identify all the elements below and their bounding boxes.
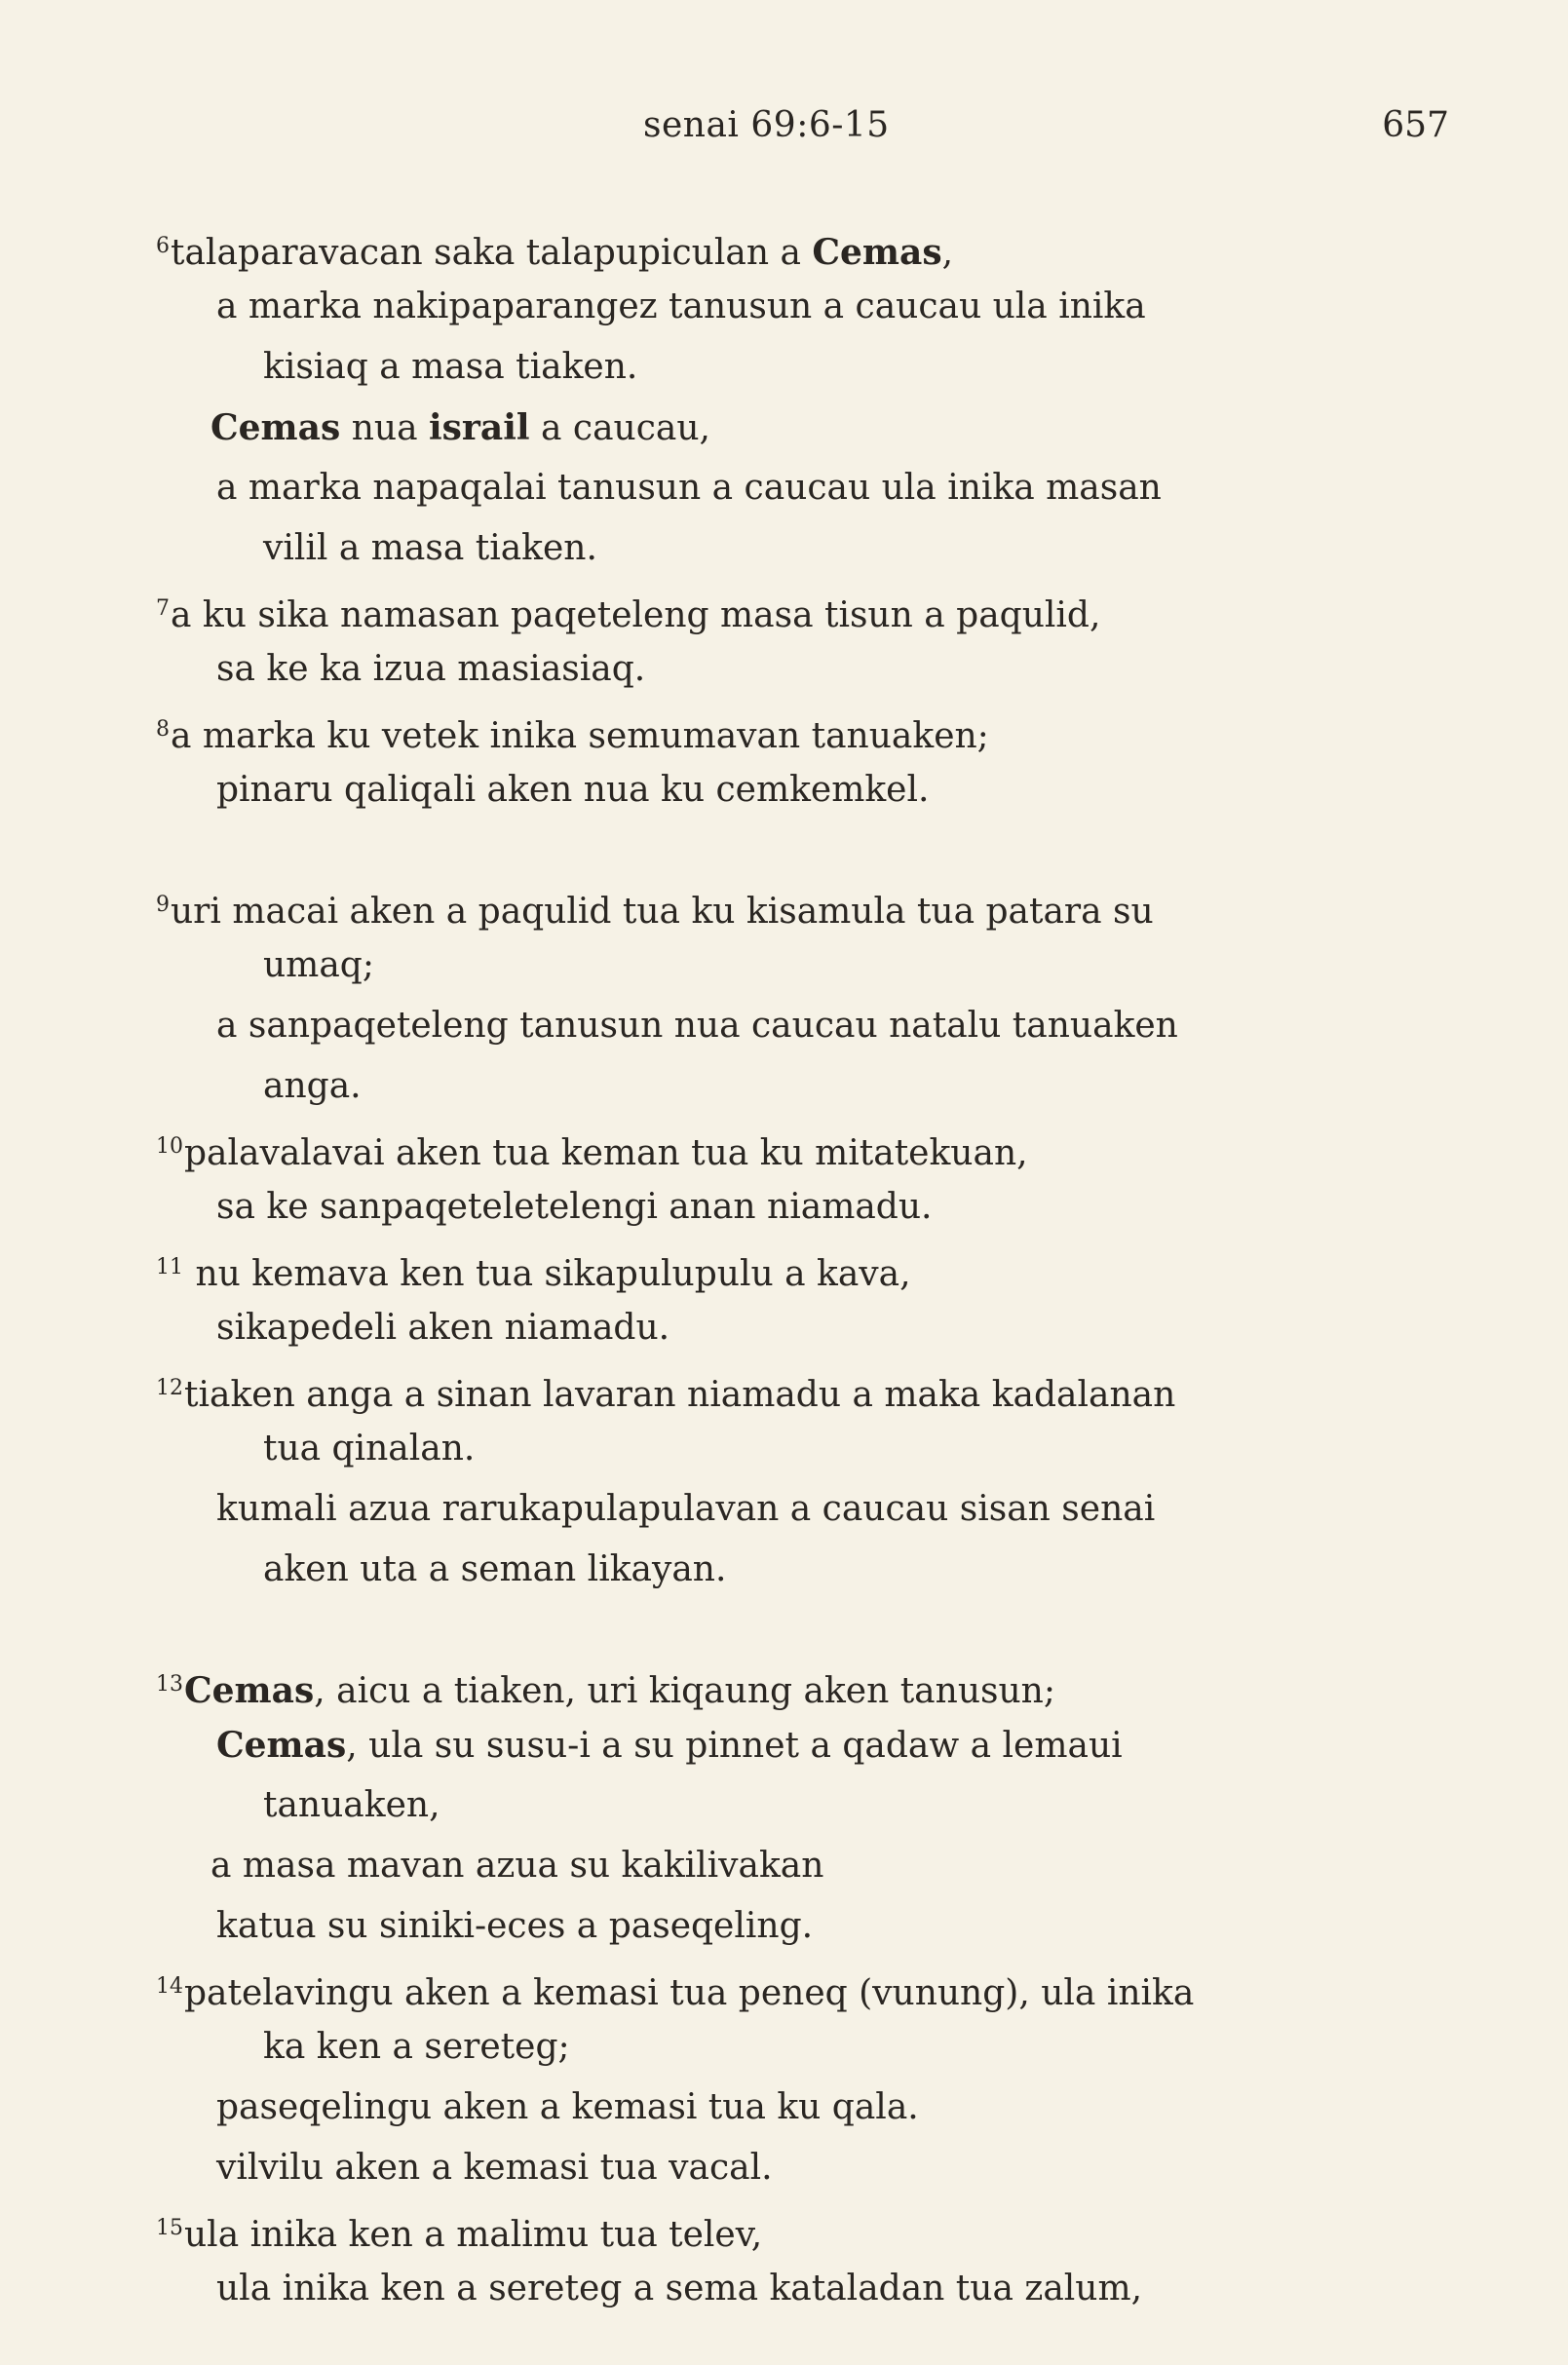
line-text: a ku sika namasan paqeteleng masa tisun a paqulid, [171, 595, 1101, 635]
line-text: vilil a masa tiaken. [263, 528, 597, 568]
text-line [156, 935, 1413, 996]
text-line [156, 1540, 1413, 1600]
line-text: vilvilu aken a kemasi tua vacal. [216, 2148, 773, 2188]
text-line [156, 1298, 1413, 1358]
text-line [156, 518, 1413, 579]
line-text-end: a caucau, [529, 408, 710, 448]
bold-name: Cemas [812, 232, 942, 273]
line-text: a marka napaqalai tanusun a caucau ula inika masan [216, 468, 1162, 508]
line-text: patelavingu aken a kemasi tua peneq (vunung), ula inika [184, 1973, 1195, 2013]
bold-name: Cemas [210, 407, 341, 448]
line-text: tiaken anga a sinan lavaran niamadu a maka kadalanan [184, 1375, 1176, 1415]
line-text: aken uta a seman likayan. [263, 1549, 727, 1589]
line-text: pinaru qaliqali aken nua ku cemkemkel. [216, 770, 930, 810]
text-line [156, 2017, 1413, 2078]
stanza-gap [156, 1600, 1413, 1655]
line-text: ula inika ken a malimu tua telev, [184, 2215, 763, 2255]
page-number: 657 [1382, 105, 1449, 145]
bold-name: Cemas [216, 1725, 347, 1766]
line-text: ka ken a sereteg; [263, 2027, 570, 2067]
line-text: uri macai aken a paqulid tua ku kisamula tua patara su [171, 892, 1154, 932]
text-line [156, 2198, 1413, 2259]
text-line [156, 2138, 1413, 2198]
verse-number: 6 [156, 234, 170, 258]
scripture-text [156, 216, 1413, 2319]
line-text: katua su siniki-eces a paseqeling. [216, 1906, 814, 1946]
text-line [156, 700, 1413, 760]
line-text: kisiaq a masa tiaken. [263, 347, 638, 387]
text-line [156, 337, 1413, 398]
text-line [156, 760, 1413, 820]
verse-number: 10 [156, 1134, 183, 1159]
verse-number: 11 [156, 1255, 183, 1279]
line-text: nu kemava ken tua sikapulupulu a kava, [184, 1254, 911, 1294]
text-line [156, 1655, 1413, 1715]
text-line [156, 1056, 1413, 1117]
text-line [156, 216, 1413, 277]
verse-number: 9 [156, 893, 170, 917]
verse-number: 7 [156, 596, 170, 621]
text-line [156, 1836, 1413, 1896]
line-text: tanuaken, [263, 1785, 440, 1825]
text-line [156, 1479, 1413, 1540]
line-text: a sanpaqeteleng tanusun nua caucau natalu tanuaken [216, 1006, 1178, 1046]
bold-name: israil [428, 407, 530, 448]
text-line [156, 1896, 1413, 1957]
line-text: , aicu a tiaken, uri kiqaung aken tanusun; [314, 1671, 1055, 1711]
running-head: senai 69:6-15 [643, 105, 890, 145]
line-text: sa ke ka izua masiasiaq. [216, 649, 646, 689]
verse-number: 14 [156, 1974, 183, 1999]
text-line [156, 1358, 1413, 1419]
line-text: talaparavacan saka talapupiculan a [171, 233, 813, 273]
text-line [156, 277, 1413, 337]
line-text: ula inika ken a sereteg a sema kataladan tua zalum, [216, 2269, 1143, 2308]
text-line [156, 875, 1413, 935]
verse-number: 15 [156, 2216, 183, 2240]
text-line [156, 2078, 1413, 2138]
line-text: anga. [263, 1066, 362, 1106]
line-text: , ula su susu-i a su pinnet a qadaw a lemaui [346, 1726, 1123, 1766]
text-line [156, 2259, 1413, 2319]
text-line [156, 1419, 1413, 1479]
text-line [156, 1715, 1413, 1775]
stanza-gap [156, 820, 1413, 875]
line-text: a marka ku vetek inika semumavan tanuaken; [171, 716, 989, 756]
text-line [156, 1238, 1413, 1298]
text-line [156, 996, 1413, 1056]
text-line [156, 1117, 1413, 1177]
line-text: sa ke sanpaqeteletelengi anan niamadu. [216, 1187, 933, 1227]
text-line [156, 1957, 1413, 2017]
text-line [156, 458, 1413, 518]
line-text: sikapedeli aken niamadu. [216, 1308, 670, 1348]
line-text: a masa mavan azua su kakilivakan [210, 1846, 824, 1886]
verse-number: 13 [156, 1672, 183, 1697]
text-line [156, 398, 1413, 458]
bold-name: Cemas [184, 1670, 315, 1711]
verse-number: 8 [156, 717, 170, 742]
line-text: a marka nakipaparangez tanusun a caucau ula inika [216, 286, 1146, 326]
line-text: nua [340, 408, 429, 448]
verse-number: 12 [156, 1376, 183, 1400]
line-text: tua qinalan. [263, 1429, 476, 1469]
text-line [156, 579, 1413, 639]
line-text: palavalavai aken tua keman tua ku mitatekuan, [184, 1133, 1028, 1173]
line-text: kumali azua rarukapulapulavan a caucau sisan senai [216, 1489, 1156, 1529]
text-line [156, 639, 1413, 700]
page-header [0, 105, 1568, 164]
line-text-end: , [941, 233, 954, 273]
line-text: umaq; [263, 945, 374, 985]
text-line [156, 1177, 1413, 1238]
line-text: paseqelingu aken a kemasi tua ku qala. [216, 2087, 919, 2127]
text-line [156, 1775, 1413, 1836]
